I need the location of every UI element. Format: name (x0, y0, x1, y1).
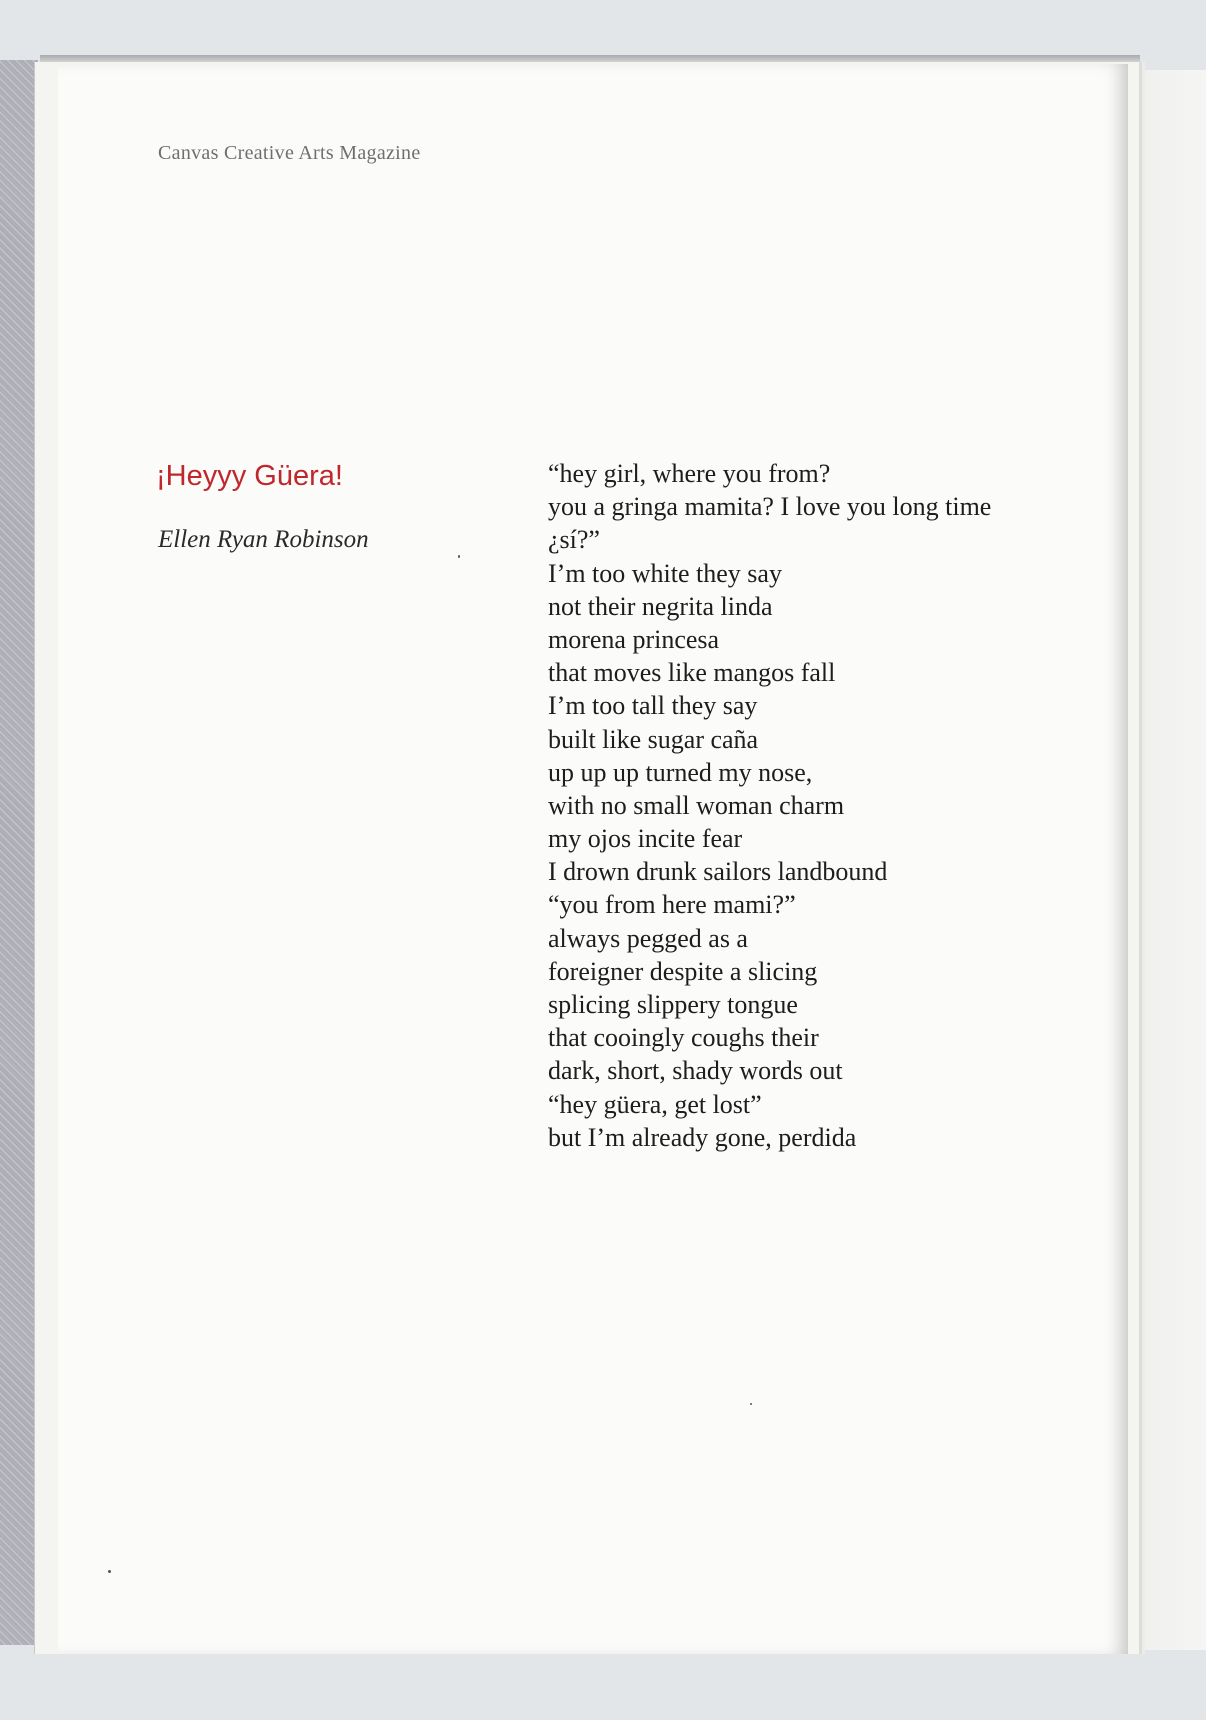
poem-line: not their negrita linda (548, 591, 773, 621)
poem-line: that moves like mangos fall (548, 658, 836, 688)
poem-line: “you from here mami?” (548, 890, 796, 920)
poem-body (548, 457, 1108, 1154)
poem-title: ¡Heyyy Güera! (156, 460, 343, 492)
poem-line: I’m too white they say (548, 558, 782, 588)
magazine-running-header: Canvas Creative Arts Magazine (158, 142, 421, 164)
poem-line: built like sugar caña (548, 724, 759, 754)
poem-line: I’m too tall they say (548, 691, 758, 721)
poem-line: “hey girl, where you from? (548, 459, 831, 488)
poem-line: ¿sí?” (548, 525, 600, 555)
poem-author: Ellen Ryan Robinson (158, 526, 369, 553)
poem-line: morena princesa (548, 624, 720, 654)
poem-line: “hey güera, get lost” (548, 1089, 762, 1119)
book-binding-edge (0, 60, 38, 1645)
poem-line: foreigner despite a slicing (548, 956, 818, 986)
poem-line: but I’m already gone, perdida (548, 1122, 857, 1152)
poem-line: you a gringa mamita? I love you long time (548, 492, 992, 522)
poem-line: I drown drunk sailors landbound (548, 857, 888, 887)
poem-line: dark, short, shady words out (548, 1056, 843, 1086)
poem-line: splicing slippery tongue (548, 990, 798, 1019)
poem-line: my ojos incite fear (548, 824, 743, 854)
poem-line: up up up turned my nose, (548, 757, 813, 787)
poem-line: that cooingly coughs their (548, 1023, 819, 1053)
scan-speck (458, 555, 460, 558)
scan-speck (750, 1403, 752, 1405)
poem-line: always pegged as a (548, 923, 748, 953)
facing-page-edge (1130, 70, 1206, 1650)
scan-speck (108, 1570, 111, 1573)
poem-line: with no small woman charm (548, 790, 845, 820)
